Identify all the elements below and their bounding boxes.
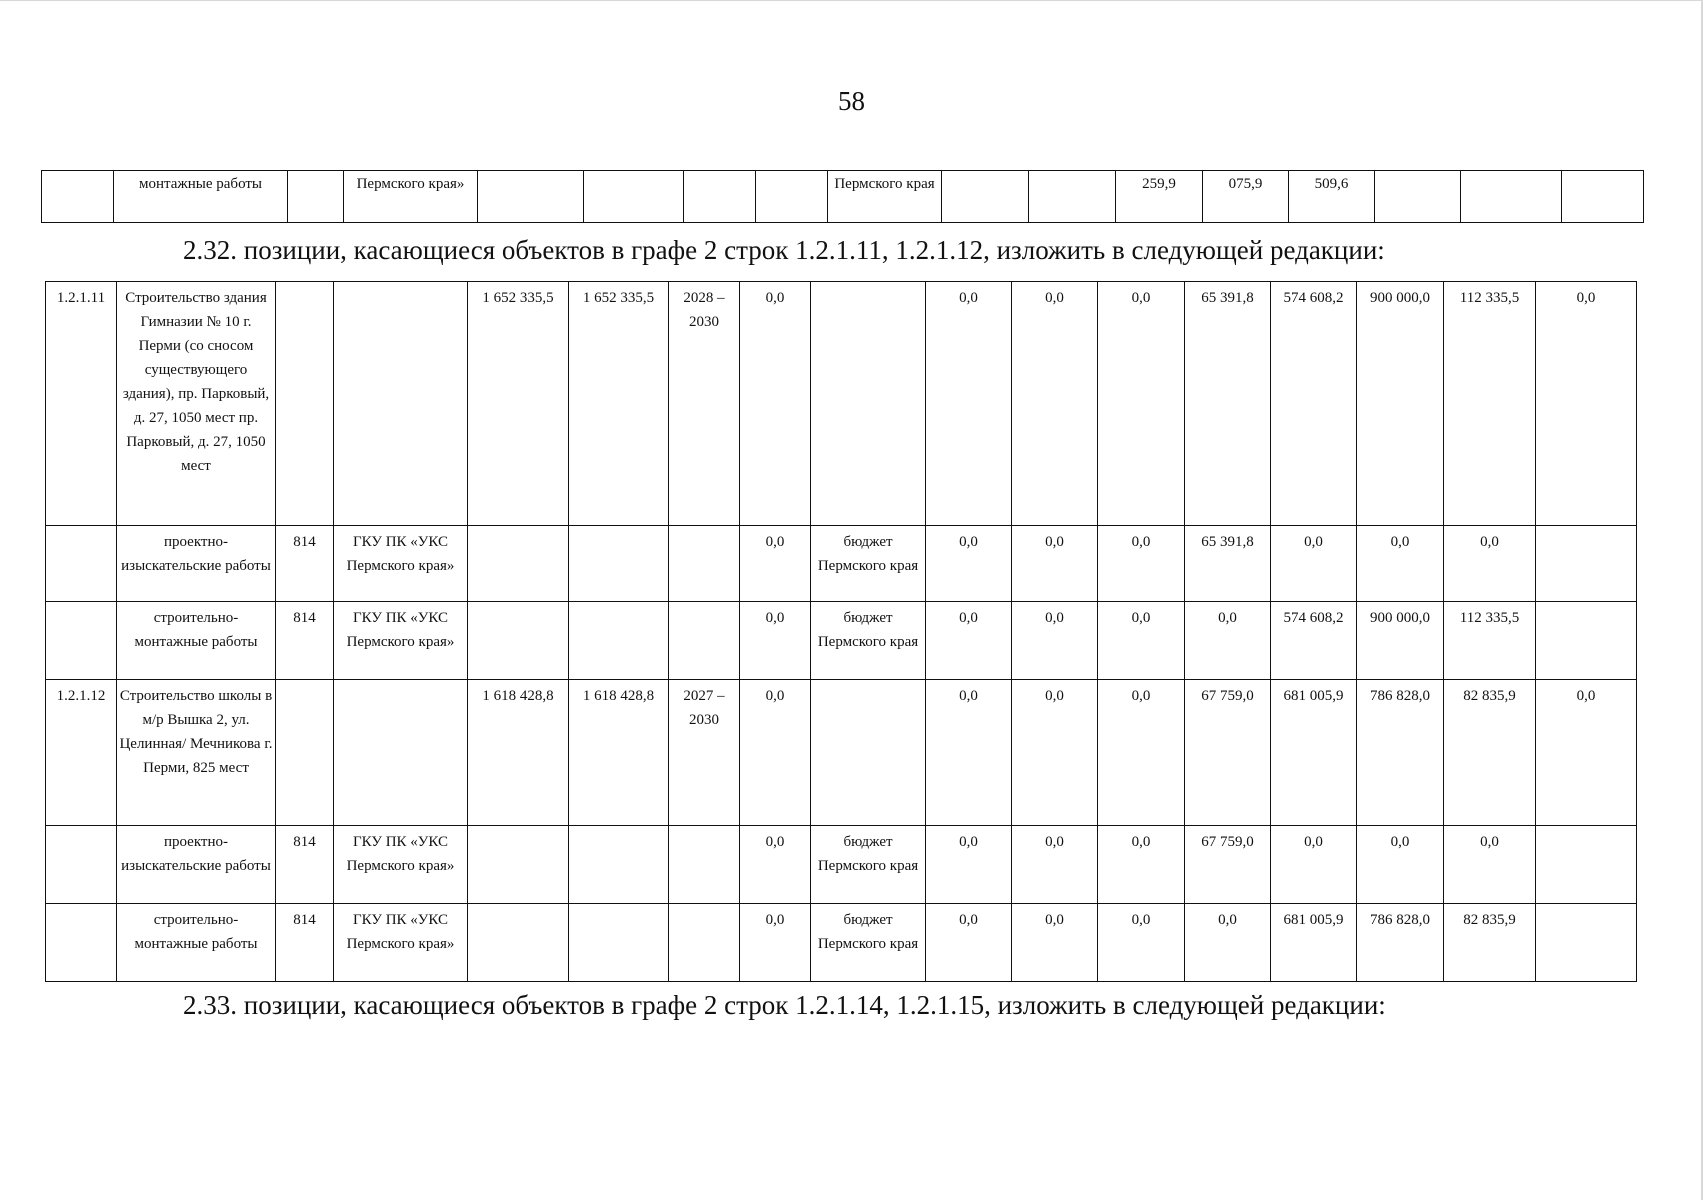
table-cell-source: бюджет Пермского края bbox=[811, 904, 926, 982]
table-cell-v7: 112 335,5 bbox=[1444, 602, 1536, 680]
table-cell-name: Строительство школы в м/р Вышка 2, ул. Целинная/ Мечникова г. Перми, 825 мест bbox=[117, 680, 276, 826]
table-cell-cost2 bbox=[569, 826, 669, 904]
continuation-table bbox=[41, 170, 1644, 223]
table-cell-v6: 786 828,0 bbox=[1357, 680, 1444, 826]
table-cell-cost1: 1 652 335,5 bbox=[468, 282, 569, 526]
table-cell-period bbox=[669, 526, 740, 602]
table-cell-v7: 0,0 bbox=[1444, 526, 1536, 602]
table-cell-num bbox=[46, 826, 117, 904]
table-row bbox=[46, 602, 1637, 680]
section-heading-2-33: 2.33. позиции, касающиеся объектов в графе 2 строк 1.2.1.14, 1.2.1.15, изложить в следующей редакции: bbox=[183, 990, 1386, 1020]
table-cell-num: 1.2.1.12 bbox=[46, 680, 117, 826]
table-cell bbox=[756, 171, 828, 223]
table-cell-source: бюджет Пермского края bbox=[811, 602, 926, 680]
table-cell-v4: 0,0 bbox=[1185, 602, 1271, 680]
table-cell-org: ГКУ ПК «УКС Пермского края» bbox=[334, 826, 468, 904]
table-cell bbox=[478, 171, 584, 223]
table-cell-v5: 574 608,2 bbox=[1271, 282, 1357, 526]
table-cell-source bbox=[811, 680, 926, 826]
table-cell-name: проектно-изыскательские работы bbox=[117, 526, 276, 602]
table-cell-v6: 900 000,0 bbox=[1357, 282, 1444, 526]
table-cell-cost2: 1 652 335,5 bbox=[569, 282, 669, 526]
table-cell-period: 2028 – 2030 bbox=[669, 282, 740, 526]
table-cell-v3: 0,0 bbox=[1098, 526, 1185, 602]
table-cell-v5: 681 005,9 bbox=[1271, 680, 1357, 826]
table-cell bbox=[1461, 171, 1562, 223]
table-cell-source: бюджет Пермского края bbox=[811, 526, 926, 602]
table-cell-cost1 bbox=[468, 526, 569, 602]
table-cell-org: ГКУ ПК «УКС Пермского края» bbox=[334, 602, 468, 680]
table-cell-cost1 bbox=[468, 826, 569, 904]
table-cell-source bbox=[811, 282, 926, 526]
table-cell-code bbox=[276, 282, 334, 526]
table-cell bbox=[584, 171, 684, 223]
table-row bbox=[46, 826, 1637, 904]
table-cell-name: строительно-монтажные работы bbox=[117, 904, 276, 982]
table-cell-org: ГКУ ПК «УКС Пермского края» bbox=[334, 526, 468, 602]
objects-table bbox=[45, 281, 1637, 982]
table-cell-v1: 0,0 bbox=[926, 904, 1012, 982]
table-cell-org: ГКУ ПК «УКС Пермского края» bbox=[334, 904, 468, 982]
table-cell-name: Строительство здания Гимназии № 10 г. Перми (со сносом существующего здания), пр. Парковый, д. 27, 1050 мест пр. Парковый, д. 27, 1050 мест bbox=[117, 282, 276, 526]
table-cell-v4: 65 391,8 bbox=[1185, 526, 1271, 602]
table-cell-v2: 0,0 bbox=[1012, 526, 1098, 602]
table-cell: 259,9 bbox=[1116, 171, 1203, 223]
table-cell-cost1 bbox=[468, 904, 569, 982]
table-cell-v3: 0,0 bbox=[1098, 826, 1185, 904]
table-cell: 075,9 bbox=[1203, 171, 1289, 223]
table-cell-source: бюджет Пермского края bbox=[811, 826, 926, 904]
table-cell-period bbox=[669, 826, 740, 904]
table-cell bbox=[684, 171, 756, 223]
table-cell-v0: 0,0 bbox=[740, 826, 811, 904]
table-cell-num bbox=[46, 904, 117, 982]
table-cell-v8 bbox=[1536, 904, 1637, 982]
table-cell-code bbox=[276, 680, 334, 826]
table-cell bbox=[1562, 171, 1644, 223]
table-cell-v2: 0,0 bbox=[1012, 282, 1098, 526]
table-row bbox=[46, 680, 1637, 826]
table-cell-v8 bbox=[1536, 602, 1637, 680]
table-cell-v6: 0,0 bbox=[1357, 526, 1444, 602]
table-cell-v2: 0,0 bbox=[1012, 904, 1098, 982]
table-cell-v1: 0,0 bbox=[926, 282, 1012, 526]
scan-edge-top bbox=[0, 0, 1703, 1]
table-cell bbox=[288, 171, 344, 223]
table-cell-cost2: 1 618 428,8 bbox=[569, 680, 669, 826]
table-cell-cost2 bbox=[569, 526, 669, 602]
table-cell: монтажные работы bbox=[114, 171, 288, 223]
table-cell-code: 814 bbox=[276, 602, 334, 680]
table-cell-v7: 112 335,5 bbox=[1444, 282, 1536, 526]
table-cell bbox=[1375, 171, 1461, 223]
table-cell-v5: 574 608,2 bbox=[1271, 602, 1357, 680]
table-cell-v2: 0,0 bbox=[1012, 602, 1098, 680]
table-cell bbox=[1029, 171, 1116, 223]
table-cell-v8 bbox=[1536, 526, 1637, 602]
table-row bbox=[46, 282, 1637, 526]
table-row bbox=[46, 526, 1637, 602]
table-cell-v3: 0,0 bbox=[1098, 680, 1185, 826]
table-cell-num bbox=[46, 602, 117, 680]
table-cell-v0: 0,0 bbox=[740, 282, 811, 526]
table-cell-code: 814 bbox=[276, 826, 334, 904]
table-cell-v5: 0,0 bbox=[1271, 526, 1357, 602]
table-cell-v0: 0,0 bbox=[740, 526, 811, 602]
table-cell-v5: 0,0 bbox=[1271, 826, 1357, 904]
table-cell-v5: 681 005,9 bbox=[1271, 904, 1357, 982]
table-cell-period bbox=[669, 602, 740, 680]
table-cell-v2: 0,0 bbox=[1012, 680, 1098, 826]
table-cell-period bbox=[669, 904, 740, 982]
table-cell bbox=[942, 171, 1029, 223]
table-cell: Пермского края» bbox=[344, 171, 478, 223]
table-cell-org bbox=[334, 680, 468, 826]
table-cell-code: 814 bbox=[276, 904, 334, 982]
table-cell-v8: 0,0 bbox=[1536, 680, 1637, 826]
table-cell-v0: 0,0 bbox=[740, 602, 811, 680]
table-cell-cost1 bbox=[468, 602, 569, 680]
table-cell: 509,6 bbox=[1289, 171, 1375, 223]
table-cell-v3: 0,0 bbox=[1098, 904, 1185, 982]
table-cell-num: 1.2.1.11 bbox=[46, 282, 117, 526]
table-cell-period: 2027 – 2030 bbox=[669, 680, 740, 826]
table-cell-v7: 82 835,9 bbox=[1444, 904, 1536, 982]
table-cell-v1: 0,0 bbox=[926, 602, 1012, 680]
table-cell-v0: 0,0 bbox=[740, 680, 811, 826]
table-cell-v2: 0,0 bbox=[1012, 826, 1098, 904]
table-cell-v7: 0,0 bbox=[1444, 826, 1536, 904]
table-cell-v4: 67 759,0 bbox=[1185, 680, 1271, 826]
table-cell-v8: 0,0 bbox=[1536, 282, 1637, 526]
table-cell-v7: 82 835,9 bbox=[1444, 680, 1536, 826]
table-cell-v8 bbox=[1536, 826, 1637, 904]
table-cell-cost1: 1 618 428,8 bbox=[468, 680, 569, 826]
table-cell-name: строительно-монтажные работы bbox=[117, 602, 276, 680]
page-number: 58 bbox=[838, 86, 865, 116]
table-cell-code: 814 bbox=[276, 526, 334, 602]
table-cell: Пермского края bbox=[828, 171, 942, 223]
table-cell-v1: 0,0 bbox=[926, 826, 1012, 904]
table-cell-v3: 0,0 bbox=[1098, 602, 1185, 680]
table-cell-v6: 0,0 bbox=[1357, 826, 1444, 904]
table-cell-v0: 0,0 bbox=[740, 904, 811, 982]
table-cell bbox=[42, 171, 114, 223]
table-cell-org bbox=[334, 282, 468, 526]
table-cell-num bbox=[46, 526, 117, 602]
table-cell-cost2 bbox=[569, 904, 669, 982]
table-cell-v3: 0,0 bbox=[1098, 282, 1185, 526]
section-heading-2-32: 2.32. позиции, касающиеся объектов в графе 2 строк 1.2.1.11, 1.2.1.12, изложить в следующей редакции: bbox=[183, 235, 1385, 265]
table-cell-v6: 786 828,0 bbox=[1357, 904, 1444, 982]
table-cell-v6: 900 000,0 bbox=[1357, 602, 1444, 680]
table-cell-v4: 67 759,0 bbox=[1185, 826, 1271, 904]
table-cell-v1: 0,0 bbox=[926, 680, 1012, 826]
table-cell-cost2 bbox=[569, 602, 669, 680]
table-cell-name: проектно-изыскательские работы bbox=[117, 826, 276, 904]
table-row bbox=[42, 171, 1644, 223]
table-cell-v1: 0,0 bbox=[926, 526, 1012, 602]
table-cell-v4: 65 391,8 bbox=[1185, 282, 1271, 526]
table-cell-v4: 0,0 bbox=[1185, 904, 1271, 982]
table-row bbox=[46, 904, 1637, 982]
